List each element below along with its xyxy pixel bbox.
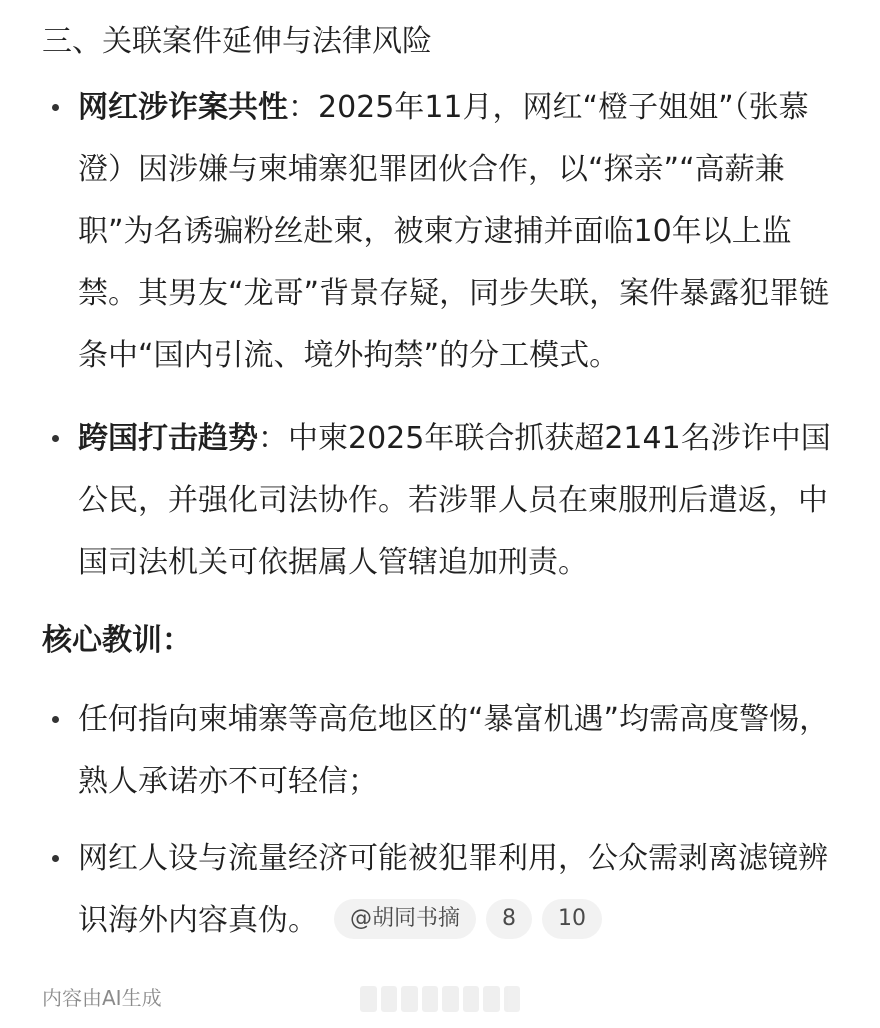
ai-generated-note: 内容由AI生成 [42,986,162,1010]
lesson-text [78,828,838,952]
watermark-segment [483,986,500,1012]
watermark-segment [381,986,398,1012]
bullet-heading: 跨国打击趋势 [78,421,258,456]
source-tag[interactable]: @胡同书摘 [334,899,476,939]
bullet-body: ：2025年11月，网红“橙子姐姐”（张慕澄）因涉嫌与柬埔寨犯罪团伙合作，以“探亲”“高薪兼职”为名诱骗粉丝赴柬，被柬方逮捕并面临10年以上监禁。其男友“龙哥”背景存疑，同步失联，案件暴露犯罪链条中“国内引流、境外拘禁”的分工模式。 [78,90,830,373]
bullet-dot [52,104,59,111]
lesson-text: 任何指向柬埔寨等高危地区的“暴富机遇”均需高度警惕，熟人承诺亦不可轻信； [78,702,830,799]
section-title: 三、关联案件延伸与法律风险 [42,24,432,59]
count-badge[interactable]: 8 [486,899,532,939]
watermark-segment [463,986,480,1012]
watermark-segment [442,986,459,1012]
bullet-dot [52,716,59,723]
watermark-segment [422,986,439,1012]
count-badge[interactable]: 10 [542,899,602,939]
tag-row [334,899,602,939]
lesson-body: 网红人设与流量经济可能被犯罪利用，公众需剥离滤镜辨识海外内容真伪。 [78,841,828,938]
bullet-text [78,408,838,594]
watermark-segment [360,986,377,1012]
lessons-title: 核心教训： [42,623,192,658]
watermark-segment [401,986,418,1012]
bullet-dot [52,435,59,442]
bullet-text [78,77,838,387]
bullet-heading: 网红涉诈案共性 [78,90,288,125]
bullet-body: ：中柬2025年联合抓获超2141名涉诈中国公民，并强化司法协作。若涉罪人员在柬服刑后遣返，中国司法机关可依据属人管辖追加刑责。 [78,421,831,580]
watermark-segment [504,986,521,1012]
watermark-graphic [360,986,520,1012]
bullet-dot [52,855,59,862]
